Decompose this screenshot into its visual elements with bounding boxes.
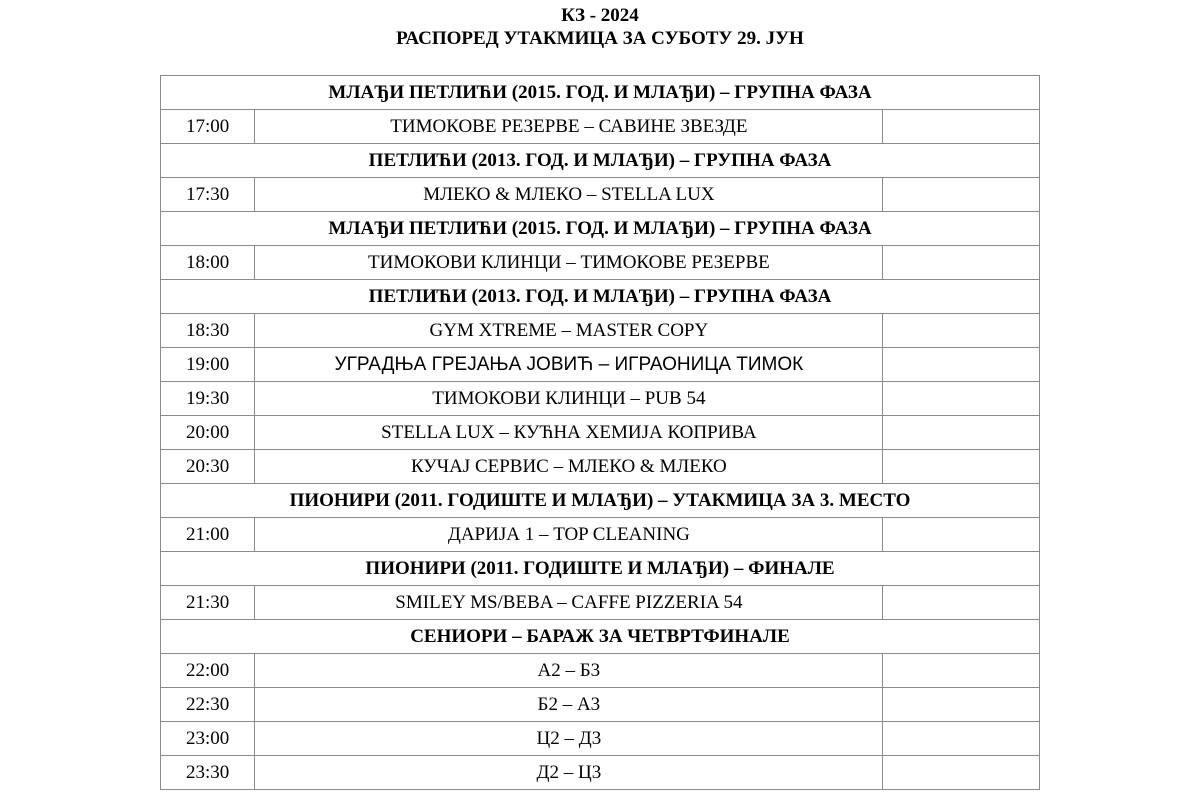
result-cell [883,722,1040,756]
match-teams: ТИМОКОВИ КЛИНЦИ – ТИМОКОВЕ РЕЗЕРВЕ [255,246,883,280]
phase-row [161,212,1040,246]
match-teams: Ц2 – Д3 [255,722,883,756]
schedule-subtitle: РАСПОРЕД УТАКМИЦА ЗА СУБОТУ 29. ЈУН [396,28,804,49]
match-teams: УГРАДЊА ГРЕЈАЊА ЈОВИЋ – ИГРАОНИЦА ТИМОК [255,348,883,382]
match-time: 18:00 [161,246,255,280]
match-time: 20:30 [161,450,255,484]
match-time: 23:00 [161,722,255,756]
match-time: 19:30 [161,382,255,416]
match-row [161,688,1040,722]
document-title: КЗ - 2024 [561,5,639,26]
match-time: 20:00 [161,416,255,450]
match-time: 19:00 [161,348,255,382]
phase-heading: ПИОНИРИ (2011. ГОДИШТЕ И МЛАЂИ) – ФИНАЛЕ [161,552,1040,586]
match-row [161,722,1040,756]
match-teams: МЛЕКО & МЛЕКО – STELLA LUX [255,178,883,212]
match-time: 18:30 [161,314,255,348]
match-time: 17:30 [161,178,255,212]
phase-heading: СЕНИОРИ – БАРАЖ ЗА ЧЕТВРТФИНАЛЕ [161,620,1040,654]
phase-row [161,552,1040,586]
phase-row [161,620,1040,654]
phase-heading: МЛАЂИ ПЕТЛИЋИ (2015. ГОД. И МЛАЂИ) – ГРУПНА ФАЗА [161,212,1040,246]
result-cell [883,450,1040,484]
result-cell [883,756,1040,790]
result-cell [883,348,1040,382]
phase-row [161,76,1040,110]
result-cell [883,314,1040,348]
phase-heading: ПИОНИРИ (2011. ГОДИШТЕ И МЛАЂИ) – УТАКМИЦА ЗА 3. МЕСТО [161,484,1040,518]
result-cell [883,654,1040,688]
match-row [161,382,1040,416]
match-row [161,178,1040,212]
match-row [161,348,1040,382]
match-teams: ТИМОКОВЕ РЕЗЕРВЕ – САВИНЕ ЗВЕЗДЕ [255,110,883,144]
match-teams: SMILEY MS/BEBA – CAFFE PIZZERIA 54 [255,586,883,620]
result-cell [883,586,1040,620]
phase-heading: ПЕТЛИЋИ (2013. ГОД. И МЛАЂИ) – ГРУПНА ФАЗА [161,144,1040,178]
phase-row [161,484,1040,518]
match-row [161,246,1040,280]
match-row [161,416,1040,450]
match-teams: КУЧАЈ СЕРВИС – МЛЕКО & МЛЕКО [255,450,883,484]
phase-heading: ПЕТЛИЋИ (2013. ГОД. И МЛАЂИ) – ГРУПНА ФАЗА [161,280,1040,314]
match-time: 22:00 [161,654,255,688]
document-header [0,4,1200,50]
match-teams: Д2 – Ц3 [255,756,883,790]
match-row [161,756,1040,790]
schedule-table [160,75,1040,790]
match-teams: А2 – Б3 [255,654,883,688]
match-teams: STELLA LUX – КУЋНА ХЕМИЈА КОПРИВА [255,416,883,450]
match-row [161,450,1040,484]
result-cell [883,416,1040,450]
match-row [161,110,1040,144]
match-teams: Б2 – А3 [255,688,883,722]
phase-heading: МЛАЂИ ПЕТЛИЋИ (2015. ГОД. И МЛАЂИ) – ГРУПНА ФАЗА [161,76,1040,110]
match-time: 21:30 [161,586,255,620]
match-row [161,586,1040,620]
result-cell [883,246,1040,280]
phase-row [161,144,1040,178]
match-row [161,314,1040,348]
match-row [161,518,1040,552]
match-time: 17:00 [161,110,255,144]
match-row [161,654,1040,688]
match-teams: GYM XTREME – MASTER COPY [255,314,883,348]
match-teams: ДАРИЈА 1 – TOP CLEANING [255,518,883,552]
match-time: 22:30 [161,688,255,722]
result-cell [883,178,1040,212]
result-cell [883,518,1040,552]
result-cell [883,382,1040,416]
result-cell [883,688,1040,722]
result-cell [883,110,1040,144]
match-time: 23:30 [161,756,255,790]
match-teams: ТИМОКОВИ КЛИНЦИ – PUB 54 [255,382,883,416]
phase-row [161,280,1040,314]
match-time: 21:00 [161,518,255,552]
